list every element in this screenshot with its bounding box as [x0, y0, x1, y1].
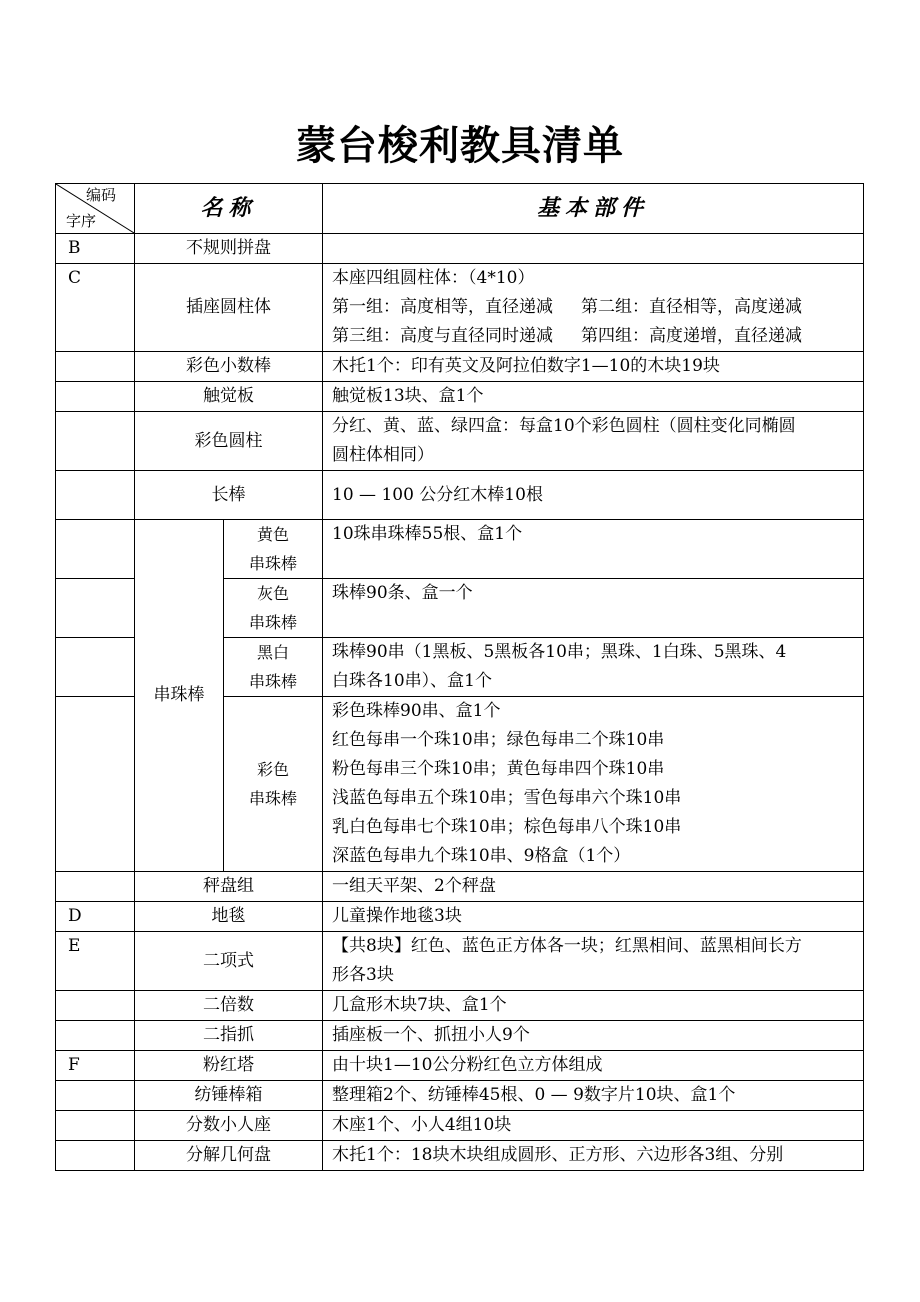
row-name: 二指抓 — [135, 1021, 323, 1051]
row-code — [56, 471, 135, 520]
row-code — [56, 1141, 135, 1171]
header-name: 名称 — [135, 184, 323, 234]
header-sequence-label: 字序 — [66, 212, 97, 230]
row-code — [56, 638, 135, 697]
sub-name: 黄色 串珠棒 — [224, 520, 323, 579]
row-code — [56, 991, 135, 1021]
row-parts — [323, 697, 864, 872]
header-code-label: 编码 — [85, 186, 116, 204]
row-parts: 珠棒90条、盒一个 — [323, 579, 864, 638]
table-row — [56, 1021, 864, 1051]
row-code — [56, 382, 135, 412]
row-parts: 一组天平架、2个秤盘 — [323, 872, 864, 902]
table-row — [56, 471, 864, 520]
row-code: E — [56, 932, 135, 991]
header-corner-cell — [56, 184, 135, 234]
row-parts: 儿童操作地毯3块 — [323, 902, 864, 932]
row-name: 地毯 — [135, 902, 323, 932]
header-parts: 基本部件 — [323, 184, 864, 234]
parts-line: 乳白色每串七个珠10串；棕色每串八个珠10串 — [332, 817, 682, 837]
row-parts: 由十块1—10公分粉红色立方体组成 — [323, 1051, 864, 1081]
table-row — [56, 1111, 864, 1141]
row-parts: 整理箱2个、纺锤棒45根、0 — 9数字片10块、盒1个 — [323, 1081, 864, 1111]
row-name: 粉红塔 — [135, 1051, 323, 1081]
row-parts — [323, 638, 864, 697]
row-name: 秤盘组 — [135, 872, 323, 902]
parts-line: 第一组：高度相等，直径递减 第二组：直径相等，高度递减 — [332, 297, 803, 317]
table-row — [56, 932, 864, 991]
table-row — [56, 1051, 864, 1081]
row-code — [56, 1111, 135, 1141]
row-code: F — [56, 1051, 135, 1081]
row-name: 不规则拼盘 — [135, 234, 323, 264]
table-row — [56, 412, 864, 471]
row-name: 彩色小数棒 — [135, 352, 323, 382]
parts-line: 珠棒90串（1黑板、5黑板各10串；黑珠、1白珠、5黑珠、4 — [332, 642, 787, 662]
parts-line: 分红、黄、蓝、绿四盒：每盒10个彩色圆柱（圆柱变化同椭圆 — [332, 416, 796, 436]
row-code — [56, 872, 135, 902]
row-parts: 10 — 100 公分红木棒10根 — [323, 471, 864, 520]
parts-line: 第三组：高度与直径同时递减 第四组：高度递增，直径递减 — [332, 326, 803, 346]
row-parts — [323, 932, 864, 991]
sub-name: 灰色 串珠棒 — [224, 579, 323, 638]
row-name: 插座圆柱体 — [135, 264, 323, 352]
row-name: 纺锤棒箱 — [135, 1081, 323, 1111]
row-name: 二项式 — [135, 932, 323, 991]
row-parts: 木托1个：18块木块组成圆形、正方形、六边形各3组、分别 — [323, 1141, 864, 1171]
row-code — [56, 579, 135, 638]
row-parts — [323, 264, 864, 352]
row-code — [56, 1021, 135, 1051]
table-row — [56, 382, 864, 412]
table-row — [56, 872, 864, 902]
parts-line: 圆柱体相同） — [332, 445, 435, 465]
row-parts: 木托1个：印有英文及阿拉伯数字1—10的木块19块 — [323, 352, 864, 382]
parts-line: 形各3块 — [332, 965, 394, 985]
parts-line: 彩色珠棒90串、盒1个 — [332, 701, 501, 721]
parts-line: 浅蓝色每串五个珠10串；雪色每串六个珠10串 — [332, 788, 682, 808]
parts-line: 红色每串一个珠10串；绿色每串二个珠10串 — [332, 730, 665, 750]
page-title: 蒙台梭利教具清单 — [296, 122, 624, 169]
table-row — [56, 264, 864, 352]
table-row — [56, 1081, 864, 1111]
row-parts: 几盒形木块7块、盒1个 — [323, 991, 864, 1021]
sub-name: 彩色 串珠棒 — [224, 697, 323, 872]
table-row — [56, 902, 864, 932]
row-name: 分解几何盘 — [135, 1141, 323, 1171]
table-row — [56, 1141, 864, 1171]
row-code — [56, 352, 135, 382]
row-name: 触觉板 — [135, 382, 323, 412]
row-code — [56, 520, 135, 579]
parts-line: 深蓝色每串九个珠10串、9格盒（1个） — [332, 846, 631, 866]
row-code: D — [56, 902, 135, 932]
row-name: 长棒 — [135, 471, 323, 520]
row-name: 分数小人座 — [135, 1111, 323, 1141]
row-code: B — [56, 234, 135, 264]
table-row — [56, 352, 864, 382]
row-code — [56, 412, 135, 471]
row-parts — [323, 412, 864, 471]
table-row — [56, 991, 864, 1021]
row-parts — [323, 234, 864, 264]
row-parts: 木座1个、小人4组10块 — [323, 1111, 864, 1141]
row-parts: 触觉板13块、盒1个 — [323, 382, 864, 412]
table-row — [56, 520, 864, 579]
row-parts: 10珠串珠棒55根、盒1个 — [323, 520, 864, 579]
row-code — [56, 697, 135, 872]
parts-line: 本座四组圆柱体：（4*10） — [332, 268, 535, 288]
row-name: 彩色圆柱 — [135, 412, 323, 471]
sub-name: 黑白 串珠棒 — [224, 638, 323, 697]
row-code — [56, 1081, 135, 1111]
bead-group-name: 串珠棒 — [135, 520, 224, 872]
row-parts: 插座板一个、抓扭小人9个 — [323, 1021, 864, 1051]
table-header-row — [56, 184, 864, 234]
parts-line: 粉色每串三个珠10串；黄色每串四个珠10串 — [332, 759, 665, 779]
parts-line: 【共8块】红色、蓝色正方体各一块；红黑相间、蓝黑相间长方 — [332, 936, 802, 956]
parts-line: 白珠各10串）、盒1个 — [332, 671, 492, 691]
inventory-table — [55, 183, 864, 1171]
table-row — [56, 234, 864, 264]
row-name: 二倍数 — [135, 991, 323, 1021]
row-code: C — [56, 264, 135, 352]
